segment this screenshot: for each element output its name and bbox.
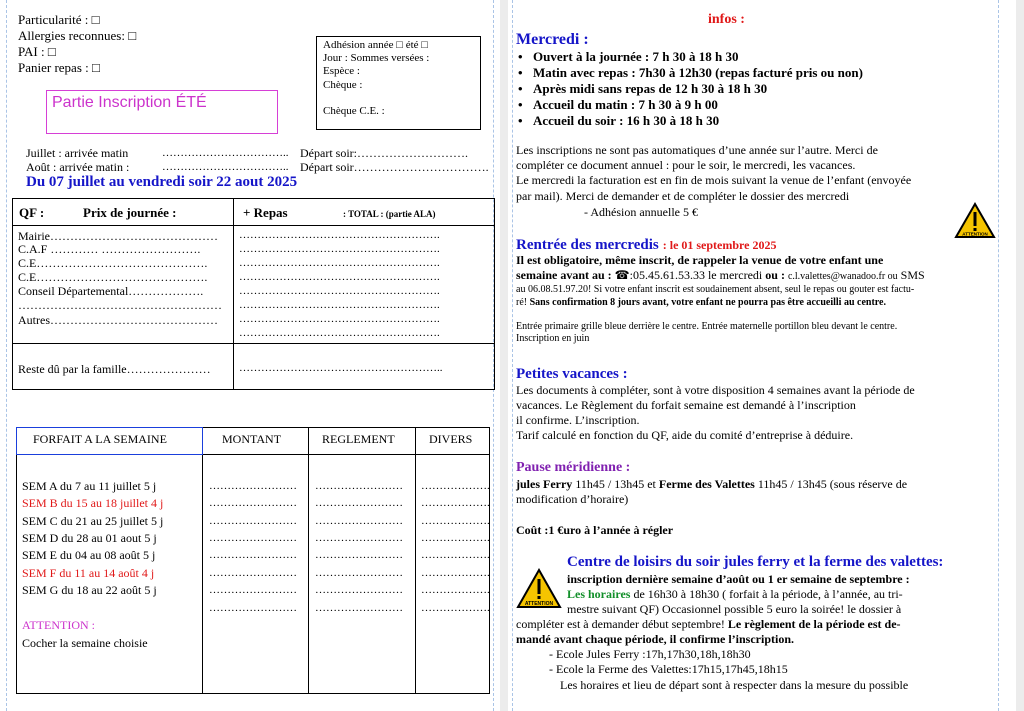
check-allergies: Allergies reconnues: □: [18, 28, 137, 43]
sms-text: SMS: [900, 268, 925, 282]
pause-line: [516, 477, 907, 492]
divers-dots: ……………….: [421, 584, 490, 596]
petites-line: il confirme. L’inscription.: [516, 413, 640, 427]
forfait-header: FORFAIT A LA SEMAINE: [33, 432, 167, 446]
pause-time: 11h45 / 13h45 et: [575, 477, 656, 491]
soir-horaires: Les horaires: [567, 587, 631, 601]
repas-dots: ……………………………………………….: [239, 327, 440, 339]
rentree-line: au 06.08.51.97.20! Si votre enfant inscrit est soudainement absent, seul le repas ou gouter est factu-: [516, 284, 915, 295]
reglement-dots: ……………………: [315, 497, 403, 509]
mercredi-item: • Matin avec repas : 7h30 à 12h30 (repas facturé pris ou non): [516, 65, 863, 81]
soir-line: mandé avant chaque période, il confirme l’inscription.: [516, 632, 794, 646]
left-page: [0, 0, 500, 711]
para-line: par mail). Merci de demander et de compléter le dossier des mercredi: [516, 189, 850, 203]
montant-dots: ……………………: [209, 480, 297, 492]
rentree-line: Il est obligatoire, même inscrit, de rappeler la venue de votre enfant une: [516, 253, 884, 267]
soir-dossier: compléter est à demander début septembre!: [516, 617, 725, 631]
adhesion-line: Espèce :: [323, 65, 360, 77]
rentree-ou: ou :: [765, 268, 785, 282]
petites-title: Petites vacances :: [516, 366, 628, 382]
week-row: SEM D du 28 au 01 aout 5 j: [22, 531, 157, 545]
infos-title: infos :: [708, 12, 745, 27]
soir-horaires-text: de 16h30 à 18h30 ( forfait à la période, à l’année, au tri-: [633, 587, 903, 601]
email-link[interactable]: c.l.valettes@wanadoo.fr ou: [787, 271, 898, 282]
pause-jules: jules Ferry: [516, 477, 573, 491]
week-row: SEM A du 7 au 11 juillet 5 j: [22, 479, 157, 493]
rentree-title: Rentrée des mercredis: [516, 237, 659, 253]
repas-dots: ……………………………………………….: [239, 271, 440, 283]
rentree-heading: [516, 236, 777, 254]
repas-dots: ……………………………………………….: [239, 313, 440, 325]
rentree-line: Inscription en juin: [516, 333, 590, 344]
mercredi-item: • Après midi sans repas de 12 h 30 à 18 h 30: [516, 81, 863, 97]
rentree-date: : le 01 septembre 2025: [662, 238, 777, 252]
divers-dots: ……………….: [421, 480, 490, 492]
divers-dots: ……………….: [421, 515, 490, 527]
forfait-table: [16, 427, 490, 694]
reglement-dots: ……………………: [315, 549, 403, 561]
petites-line: Les documents à compléter, sont à votre disposition 4 semaines avant la période de: [516, 383, 915, 397]
rentree-line2: [516, 268, 925, 283]
soir-line4: [516, 617, 901, 632]
repas-dots: ……………………………………………….: [239, 229, 440, 241]
svg-text:ATTENTION: ATTENTION: [962, 231, 988, 237]
phone-text: ☎:05.45.61.53.33 le mercredi: [614, 268, 763, 282]
depart-aout: Départ soir…………………………….: [300, 160, 489, 174]
pause-time2: 11h45 / 13h45 (sous réserve de: [757, 477, 908, 491]
rentree-semaine: semaine avant au :: [516, 268, 612, 282]
cocher-label: Cocher la semaine choisie: [22, 636, 148, 650]
week-row: SEM B du 15 au 18 juillet 4 j: [22, 496, 164, 510]
attention-label: ATTENTION :: [22, 618, 95, 632]
soir-line: mestre suivant QF) Occasionnel possible 5 euro la soirée! le dossier à: [567, 602, 902, 616]
check-pai: PAI : □: [18, 44, 56, 59]
pause-line: modification d’horaire): [516, 492, 629, 506]
divers-header: DIVERS: [429, 432, 473, 446]
montant-dots: ……………………: [209, 497, 297, 509]
adhesion-line: Chèque C.E. :: [323, 105, 385, 117]
svg-text:ATTENTION: ATTENTION: [524, 601, 554, 607]
warning-icon: [954, 202, 996, 240]
dates-title: Du 07 juillet au vendredi soir 22 aout 2025: [26, 174, 298, 190]
qf-table: [12, 198, 495, 390]
para-line: Le mercredi la facturation est en fin de mois suivant la venue de l’enfant (envoyée: [516, 173, 912, 187]
prix-header: Prix de journée :: [83, 205, 177, 220]
depart-juillet: Départ soir:……………………….: [300, 146, 468, 160]
divers-dots: ……………….: [421, 497, 490, 509]
soir-reglement: Le règlement de la période est de-: [727, 617, 901, 631]
reglement-dots: ……………………: [315, 480, 403, 492]
pause-ferme: Ferme des Valettes: [658, 477, 755, 491]
repas-dots: ……………………………………………….: [239, 299, 440, 311]
divers-dots: ……………….: [421, 567, 490, 579]
rentree-re: ré!: [516, 297, 528, 308]
check-particularite: Particularité : □: [18, 12, 100, 27]
montant-dots: ……………………: [209, 567, 297, 579]
soir-title: Centre de loisirs du soir jules ferry et la ferme des valettes:: [567, 554, 944, 570]
qf-row: ……………………………………………: [18, 298, 222, 312]
week-row: SEM G du 18 au 22 août 5 j: [22, 583, 157, 597]
petites-line: vacances. Le Règlement du forfait semaine est demandé à l’inscription: [516, 398, 856, 412]
divers-dots: ……………….: [421, 602, 490, 614]
rentree-confirmation: Sans confirmation 8 jours avant, votre enfant ne pourra pas être accueilli au centre.: [529, 297, 886, 308]
qf-row: Mairie……………………………………: [18, 229, 218, 243]
qf-row: C.E…………………………………….: [18, 270, 208, 284]
divers-dots: ……………….: [421, 532, 490, 544]
total-header: : TOTAL : (partie ALA): [343, 209, 436, 219]
qf-row: C.E…………………………………….: [18, 256, 208, 270]
petites-line: Tarif calculé en fonction du QF, aide du comité d’entreprise à déduire.: [516, 428, 854, 442]
adhesion-line: Jour : Sommes versées :: [323, 52, 430, 64]
week-row: SEM C du 21 au 25 juillet 5 j: [22, 514, 164, 528]
adhesion-line: Chèque :: [323, 79, 363, 91]
soir-ecole: - Ecole Jules Ferry :17h,17h30,18h,18h30: [549, 647, 751, 661]
soir-ecole: - Ecole la Ferme des Valettes:17h15,17h45,18h15: [549, 662, 788, 676]
week-row: SEM F du 11 au 14 août 4 j: [22, 566, 155, 580]
week-row: SEM E du 04 au 08 août 5 j: [22, 548, 156, 562]
mercredi-item: • Accueil du matin : 7 h 30 à 9 h 00: [516, 97, 863, 113]
arrival-aout: Août : arrivée matin :: [26, 160, 130, 174]
qf-header: QF :: [19, 205, 45, 220]
inscription-title-box: [46, 90, 278, 134]
reglement-dots: ……………………: [315, 532, 403, 544]
montant-dots: ……………………: [209, 549, 297, 561]
arrival-juillet-dots: ……………………………..: [162, 147, 289, 159]
margin-guide: [512, 0, 513, 711]
reglement-header: REGLEMENT: [322, 432, 395, 446]
reste-dots: ………………………………………………..: [239, 362, 443, 374]
reglement-dots: ……………………: [315, 567, 403, 579]
arrival-juillet: Juillet : arrivée matin: [26, 146, 129, 160]
margin-guide: [6, 0, 7, 711]
cout-line: Coût :1 €uro à l’année à régler: [516, 523, 674, 537]
qf-row: Conseil Départemental……………….: [18, 284, 204, 298]
reglement-dots: ……………………: [315, 602, 403, 614]
qf-row: Autres……………………………………: [18, 313, 218, 327]
repas-dots: ……………………………………………….: [239, 285, 440, 297]
montant-dots: ……………………: [209, 515, 297, 527]
montant-dots: ……………………: [209, 602, 297, 614]
soir-line: Les horaires et lieu de départ sont à respecter dans la mesure du possible: [560, 678, 909, 692]
warning-icon: [516, 568, 562, 610]
margin-guide: [998, 0, 999, 711]
repas-header: + Repas: [243, 205, 288, 220]
check-panier: Panier repas : □: [18, 60, 100, 75]
adhesion-box: [316, 36, 481, 130]
rentree-line: Entrée primaire grille bleue derrière le centre. Entrée maternelle portillon bleu devant le centre.: [516, 321, 898, 332]
inscription-title: Partie Inscription ÉTÉ: [52, 94, 207, 111]
mercredi-list: [516, 49, 863, 129]
para-line: - Adhésion annuelle 5 €: [584, 205, 698, 219]
montant-dots: ……………………: [209, 532, 297, 544]
reglement-dots: ……………………: [315, 584, 403, 596]
adhesion-line: Adhésion année □ été □: [323, 39, 428, 51]
para-line: Les inscriptions ne sont pas automatiques d’une année sur l’autre. Merci de: [516, 143, 878, 157]
reglement-dots: ……………………: [315, 515, 403, 527]
montant-dots: ……………………: [209, 584, 297, 596]
pause-title: Pause méridienne :: [516, 460, 631, 475]
rentree-line4: [516, 297, 886, 308]
mercredi-item: • Accueil du soir : 16 h 30 à 18 h 30: [516, 113, 863, 129]
qf-row: C.A.F ………… …………………….: [18, 242, 201, 256]
reste-du: Reste dû par la famille…………………: [18, 362, 211, 376]
soir-line: inscription dernière semaine d’août ou 1 er semaine de septembre :: [567, 572, 910, 586]
mercredi-item: • Ouvert à la journée : 7 h 30 à 18 h 30: [516, 49, 863, 65]
arrival-aout-dots: ……………………………..: [162, 161, 289, 173]
divers-dots: ……………….: [421, 549, 490, 561]
repas-dots: ……………………………………………….: [239, 257, 440, 269]
montant-header: MONTANT: [222, 432, 282, 446]
mercredi-title: Mercredi :: [516, 31, 589, 48]
repas-dots: ……………………………………………….: [239, 243, 440, 255]
right-page: [508, 0, 1016, 711]
soir-line2: [567, 587, 903, 602]
para-line: compléter ce document annuel : pour le soir, le mercredi, les vacances.: [516, 158, 856, 172]
